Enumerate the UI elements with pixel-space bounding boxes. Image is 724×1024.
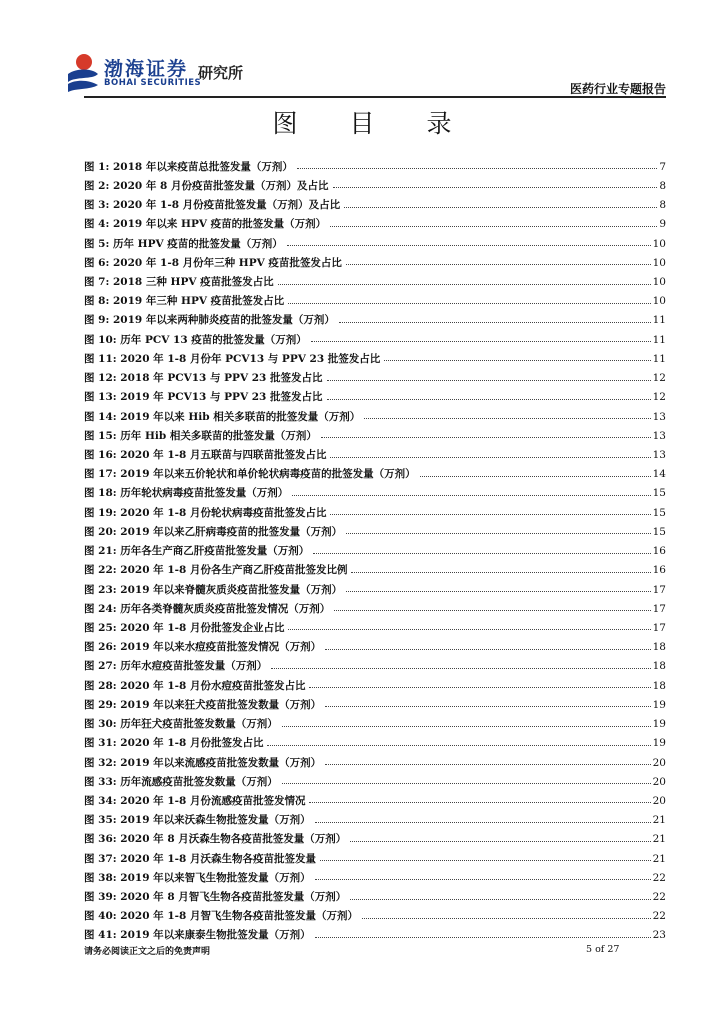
toc-entry-page: 16	[652, 545, 666, 558]
toc-dot-leader	[309, 687, 650, 688]
toc-entry-page: 12	[652, 372, 666, 385]
toc-entry[interactable]	[84, 364, 666, 383]
toc-entry-page: 12	[652, 391, 666, 404]
toc-dot-leader	[327, 399, 651, 400]
toc-entry[interactable]	[84, 576, 666, 595]
toc-entry-label: 图 31: 2020 年 1-8 月份批签发占比	[84, 737, 264, 750]
toc-entry[interactable]	[84, 730, 666, 749]
toc-entry[interactable]	[84, 806, 666, 825]
page-number: 5 of 27	[586, 944, 620, 955]
toc-entry-label: 图 23: 2019 年以来脊髓灰质炎疫苗批签发量（万剂）	[84, 583, 343, 596]
toc-entry-label: 图 33: 历年流感疫苗批签发数量（万剂）	[84, 775, 278, 788]
toc-entry-label: 图 4: 2019 年以来 HPV 疫苗的批签发量（万剂）	[84, 218, 327, 231]
toc-entry-page: 11	[652, 314, 666, 327]
toc-dot-leader	[321, 437, 651, 438]
toc-entry[interactable]	[84, 384, 666, 403]
toc-dot-leader	[297, 168, 657, 169]
report-header	[66, 50, 666, 98]
toc-entry[interactable]	[84, 672, 666, 691]
toc-entry[interactable]	[84, 614, 666, 633]
toc-entry-label: 图 17: 2019 年以来五价轮状和单价轮状病毒疫苗的批签发量（万剂）	[84, 468, 416, 481]
toc-dot-leader	[287, 245, 651, 246]
report-type: 医药行业专题报告	[569, 82, 666, 96]
toc-entry-label: 图 21: 历年各生产商乙肝疫苗批签发量（万剂）	[84, 545, 310, 558]
table-of-figures	[84, 153, 666, 941]
toc-entry-page: 10	[652, 256, 666, 269]
toc-entry[interactable]	[84, 768, 666, 787]
page-title: 图 目 录	[272, 109, 474, 138]
toc-entry-label: 图 20: 2019 年以来乙肝病毒疫苗的批签发量（万剂）	[84, 525, 343, 538]
toc-entry[interactable]	[84, 749, 666, 768]
toc-dot-leader	[292, 495, 650, 496]
toc-entry[interactable]	[84, 307, 666, 326]
toc-dot-leader	[346, 533, 650, 534]
toc-entry-label: 图 16: 2020 年 1-8 月五联苗与四联苗批签发占比	[84, 449, 327, 461]
toc-entry-page: 16	[652, 564, 666, 577]
toc-entry-label: 图 9: 2019 年以来两种肺炎疫苗的批签发量（万剂）	[84, 314, 335, 327]
institute-name: 研究所	[198, 64, 244, 82]
toc-entry-label: 图 30: 历年狂犬疫苗批签发数量（万剂）	[84, 718, 278, 731]
bohai-logo-icon	[66, 52, 100, 92]
toc-dot-leader	[346, 264, 651, 265]
toc-entry-page: 14	[652, 468, 666, 481]
logo-chinese-name: 渤海证券	[104, 58, 189, 80]
toc-dot-leader	[278, 284, 651, 285]
toc-entry[interactable]	[84, 787, 666, 806]
toc-entry-label: 图 3: 2020 年 1-8 月份疫苗批签发量（万剂）及占比	[84, 199, 341, 212]
toc-entry[interactable]	[84, 922, 666, 941]
toc-dot-leader	[313, 553, 650, 554]
toc-entry[interactable]	[84, 326, 666, 345]
toc-entry[interactable]	[84, 191, 666, 210]
toc-entry-label: 图 38: 2019 年以来智飞生物批签发量（万剂）	[84, 871, 311, 884]
toc-entry[interactable]	[84, 288, 666, 307]
toc-entry[interactable]	[84, 864, 666, 883]
toc-entry[interactable]	[84, 172, 666, 191]
toc-entry-label: 图 1: 2018 年以来疫苗总批签发量（万剂）	[84, 160, 293, 173]
toc-entry-label: 图 24: 历年各类脊髓灰质炎疫苗批签发情况（万剂）	[84, 602, 331, 615]
toc-entry-page: 11	[652, 352, 666, 365]
toc-entry[interactable]	[84, 345, 666, 364]
toc-entry-page: 17	[652, 583, 666, 596]
toc-entry[interactable]	[84, 826, 666, 845]
toc-entry-page: 18	[652, 641, 666, 654]
toc-entry[interactable]	[84, 441, 666, 460]
toc-entry-label: 图 41: 2019 年以来康泰生物批签发量（万剂）	[84, 929, 311, 942]
toc-dot-leader	[271, 668, 650, 669]
toc-dot-leader	[420, 476, 651, 477]
toc-entry[interactable]	[84, 633, 666, 652]
toc-dot-leader	[315, 822, 651, 823]
toc-entry[interactable]	[84, 461, 666, 480]
toc-dot-leader	[309, 802, 650, 803]
toc-entry-page: 17	[652, 621, 666, 634]
toc-dot-leader	[384, 360, 650, 361]
header-divider	[84, 96, 666, 98]
toc-entry-page: 8	[659, 179, 666, 192]
toc-entry-page: 15	[652, 525, 666, 538]
toc-entry-page: 10	[652, 295, 666, 308]
disclaimer-text: 请务必阅读正文之后的免责声明	[84, 947, 211, 957]
toc-dot-leader	[320, 860, 651, 861]
toc-dot-leader	[334, 610, 650, 611]
toc-entry-label: 图 25: 2020 年 1-8 月份批签发企业占比	[84, 621, 285, 634]
toc-dot-leader	[288, 629, 650, 630]
toc-entry-label: 图 26: 2019 年以来水痘疫苗批签发情况（万剂）	[84, 641, 322, 654]
toc-entry-page: 10	[652, 276, 666, 289]
toc-entry-label: 图 19: 2020 年 1-8 月份轮状病毒疫苗批签发占比	[84, 506, 327, 519]
toc-entry[interactable]	[84, 211, 666, 230]
toc-entry-label: 图 15: 历年 Hib 相关多联苗的批签发量（万剂）	[84, 429, 317, 442]
toc-dot-leader	[344, 207, 657, 208]
toc-entry-label: 图 13: 2019 年 PCV13 与 PPV 23 批签发占比	[84, 391, 323, 404]
toc-entry[interactable]	[84, 230, 666, 249]
toc-entry-label: 图 22: 2020 年 1-8 月份各生产商乙肝疫苗批签发比例	[84, 564, 348, 577]
toc-entry-label: 图 28: 2020 年 1-8 月份水痘疫苗批签发占比	[84, 679, 306, 692]
toc-entry-page: 15	[652, 506, 666, 519]
toc-entry[interactable]	[84, 710, 666, 729]
toc-entry[interactable]	[84, 653, 666, 672]
toc-entry[interactable]	[84, 518, 666, 537]
toc-entry[interactable]	[84, 268, 666, 287]
toc-entry-page: 20	[652, 775, 666, 788]
toc-entry-label: 图 35: 2019 年以来沃森生物批签发量（万剂）	[84, 814, 311, 827]
toc-entry[interactable]	[84, 422, 666, 441]
toc-entry-page: 17	[652, 602, 666, 615]
toc-entry-page: 10	[652, 237, 666, 250]
toc-dot-leader	[339, 322, 651, 323]
toc-entry-label: 图 11: 2020 年 1-8 月份年 PCV13 与 PPV 23 批签发占比	[84, 352, 381, 365]
toc-dot-leader	[333, 187, 658, 188]
toc-dot-leader	[350, 899, 650, 900]
toc-dot-leader	[325, 649, 650, 650]
toc-entry[interactable]	[84, 595, 666, 614]
toc-entry-label: 图 8: 2019 年三种 HPV 疫苗批签发占比	[84, 295, 285, 308]
toc-entry[interactable]	[84, 249, 666, 268]
toc-entry[interactable]	[84, 153, 666, 172]
toc-entry[interactable]	[84, 480, 666, 499]
toc-dot-leader	[346, 591, 650, 592]
toc-entry-page: 21	[652, 814, 666, 827]
toc-dot-leader	[282, 726, 651, 727]
toc-entry-page: 11	[652, 333, 666, 346]
toc-entry-label: 图 6: 2020 年 1-8 月份年三种 HPV 疫苗批签发占比	[84, 256, 342, 269]
toc-entry-label: 图 40: 2020 年 1-8 月智飞生物各疫苗批签发量（万剂）	[84, 910, 358, 923]
toc-entry-page: 13	[652, 410, 666, 423]
toc-entry-label: 图 5: 历年 HPV 疫苗的批签发量（万剂）	[84, 237, 283, 250]
toc-entry-page: 19	[652, 718, 666, 731]
toc-dot-leader	[330, 457, 650, 458]
toc-entry-page: 18	[652, 679, 666, 692]
toc-dot-leader	[364, 418, 650, 419]
toc-entry-page: 18	[652, 660, 666, 673]
toc-entry-page: 22	[652, 891, 666, 904]
toc-entry-label: 图 12: 2018 年 PCV13 与 PPV 23 批签发占比	[84, 372, 323, 385]
toc-entry-page: 7	[659, 160, 666, 173]
toc-entry-page: 19	[652, 737, 666, 750]
logo-english-name: BOHAI SECURITIES	[104, 78, 202, 88]
toc-entry-page: 22	[652, 910, 666, 923]
toc-dot-leader	[288, 303, 650, 304]
toc-dot-leader	[311, 341, 651, 342]
toc-dot-leader	[267, 745, 650, 746]
toc-entry-label: 图 32: 2019 年以来流感疫苗批签发数量（万剂）	[84, 756, 322, 769]
toc-entry-page: 20	[652, 756, 666, 769]
toc-entry-page: 13	[652, 429, 666, 442]
toc-entry-label: 图 27: 历年水痘疫苗批签发量（万剂）	[84, 660, 268, 673]
toc-entry-label: 图 18: 历年轮状病毒疫苗批签发量（万剂）	[84, 487, 289, 500]
toc-entry-label: 图 7: 2018 三种 HPV 疫苗批签发占比	[84, 276, 274, 289]
toc-entry-page: 13	[652, 449, 666, 461]
toc-entry-label: 图 37: 2020 年 1-8 月沃森生物各疫苗批签发量	[84, 852, 316, 865]
toc-entry[interactable]	[84, 691, 666, 710]
toc-entry-page: 21	[652, 833, 666, 846]
toc-dot-leader	[325, 764, 650, 765]
toc-dot-leader	[351, 572, 650, 573]
toc-entry-label: 图 39: 2020 年 8 月智飞生物各疫苗批签发量（万剂）	[84, 891, 347, 904]
toc-entry-page: 20	[652, 794, 666, 807]
toc-dot-leader	[327, 380, 651, 381]
toc-dot-leader	[330, 514, 650, 515]
toc-entry[interactable]	[84, 845, 666, 864]
toc-entry-page: 23	[652, 929, 666, 942]
toc-entry[interactable]	[84, 903, 666, 922]
toc-dot-leader	[350, 841, 650, 842]
toc-entry-page: 8	[659, 199, 666, 212]
toc-dot-leader	[325, 706, 650, 707]
toc-dot-leader	[315, 937, 651, 938]
toc-entry-label: 图 34: 2020 年 1-8 月份流感疫苗批签发情况	[84, 794, 306, 807]
toc-entry-label: 图 29: 2019 年以来狂犬疫苗批签发数量（万剂）	[84, 698, 322, 711]
toc-entry-label: 图 14: 2019 年以来 Hib 相关多联苗的批签发量（万剂）	[84, 410, 361, 423]
toc-entry-label: 图 10: 历年 PCV 13 疫苗的批签发量（万剂）	[84, 333, 307, 346]
toc-dot-leader	[315, 879, 651, 880]
toc-entry[interactable]	[84, 403, 666, 422]
toc-dot-leader	[362, 918, 651, 919]
toc-entry[interactable]	[84, 499, 666, 518]
toc-entry-page: 21	[652, 852, 666, 865]
toc-entry[interactable]	[84, 537, 666, 556]
toc-entry-label: 图 36: 2020 年 8 月沃森生物各疫苗批签发量（万剂）	[84, 833, 347, 846]
toc-entry[interactable]	[84, 557, 666, 576]
toc-entry[interactable]	[84, 883, 666, 902]
toc-entry-page: 22	[652, 871, 666, 884]
toc-entry-page: 19	[652, 698, 666, 711]
toc-dot-leader	[330, 226, 657, 227]
toc-entry-page: 9	[659, 218, 666, 231]
toc-entry-label: 图 2: 2020 年 8 月份疫苗批签发量（万剂）及占比	[84, 179, 329, 192]
toc-dot-leader	[282, 783, 651, 784]
toc-entry-page: 15	[652, 487, 666, 500]
